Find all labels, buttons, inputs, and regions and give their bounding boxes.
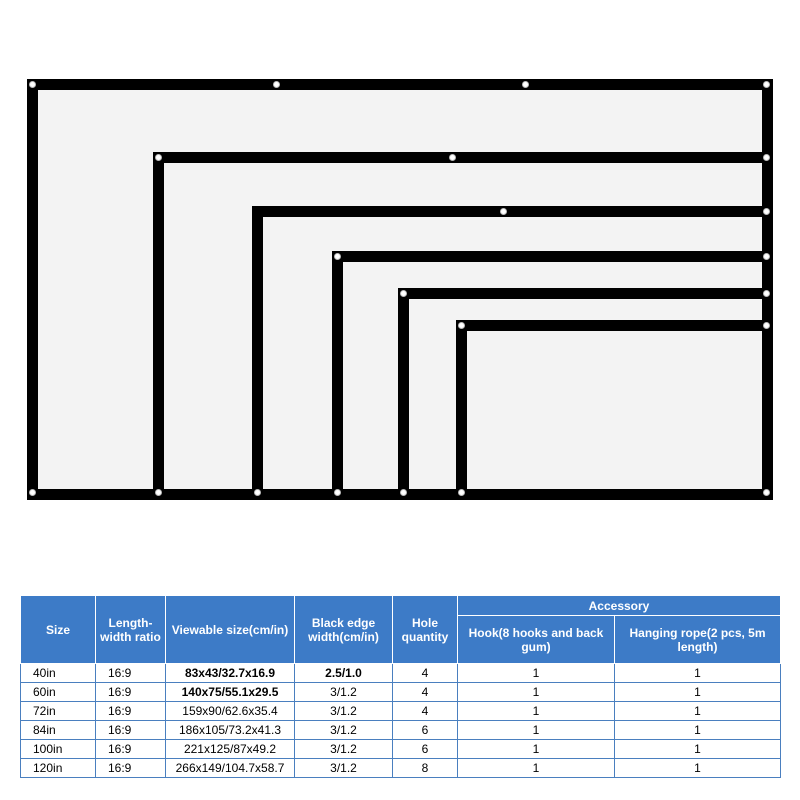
grommet-hole — [334, 489, 341, 496]
grommet-hole — [458, 322, 465, 329]
grommet-hole — [763, 253, 770, 260]
cell-holes: 6 — [393, 740, 458, 759]
header-holes: Hole quantity — [393, 596, 458, 664]
cell-hook: 1 — [458, 702, 615, 721]
grommet-hole — [763, 322, 770, 329]
grommet-hole — [155, 154, 162, 161]
cell-size: 40in — [21, 664, 96, 683]
cell-rope: 1 — [615, 664, 781, 683]
header-accessory: Accessory — [458, 596, 781, 616]
grommet-hole — [763, 489, 770, 496]
cell-size: 72in — [21, 702, 96, 721]
grommet-hole — [500, 208, 507, 215]
cell-rope: 1 — [615, 759, 781, 778]
cell-edge: 3/1.2 — [295, 740, 393, 759]
cell-holes: 6 — [393, 721, 458, 740]
grommet-hole — [400, 290, 407, 297]
spec-table — [20, 595, 781, 778]
cell-viewable: 221x125/87x49.2 — [166, 740, 295, 759]
cell-viewable: 159x90/62.6x35.4 — [166, 702, 295, 721]
screen-40in — [456, 320, 773, 500]
cell-rope: 1 — [615, 702, 781, 721]
cell-viewable: 186x105/73.2x41.3 — [166, 721, 295, 740]
grommet-hole — [763, 81, 770, 88]
cell-edge: 3/1.2 — [295, 759, 393, 778]
grommet-hole — [458, 489, 465, 496]
grommet-hole — [522, 81, 529, 88]
cell-holes: 8 — [393, 759, 458, 778]
grommet-hole — [29, 81, 36, 88]
cell-holes: 4 — [393, 702, 458, 721]
cell-viewable: 266x149/104.7x58.7 — [166, 759, 295, 778]
grommet-hole — [449, 154, 456, 161]
grommet-hole — [334, 253, 341, 260]
grommet-hole — [400, 489, 407, 496]
grommet-hole — [763, 154, 770, 161]
header-viewable: Viewable size(cm/in) — [166, 596, 295, 664]
cell-rope: 1 — [615, 740, 781, 759]
cell-edge: 3/1.2 — [295, 721, 393, 740]
table-row — [21, 664, 781, 683]
cell-edge: 3/1.2 — [295, 702, 393, 721]
cell-viewable: 83x43/32.7x16.9 — [166, 664, 295, 683]
grommet-hole — [254, 489, 261, 496]
cell-size: 100in — [21, 740, 96, 759]
table-row — [21, 721, 781, 740]
cell-size: 120in — [21, 759, 96, 778]
cell-holes: 4 — [393, 664, 458, 683]
cell-ratio: 16:9 — [96, 759, 166, 778]
grommet-hole — [155, 489, 162, 496]
cell-ratio: 16:9 — [96, 702, 166, 721]
cell-holes: 4 — [393, 683, 458, 702]
cell-viewable: 140x75/55.1x29.5 — [166, 683, 295, 702]
cell-hook: 1 — [458, 664, 615, 683]
cell-ratio: 16:9 — [96, 721, 166, 740]
header-size: Size — [21, 596, 96, 664]
cell-edge: 3/1.2 — [295, 683, 393, 702]
table-row — [21, 702, 781, 721]
cell-hook: 1 — [458, 740, 615, 759]
cell-hook: 1 — [458, 683, 615, 702]
header-ratio: Length-width ratio — [96, 596, 166, 664]
grommet-hole — [29, 489, 36, 496]
grommet-hole — [763, 208, 770, 215]
table-row — [21, 683, 781, 702]
header-rope: Hanging rope(2 pcs, 5m length) — [615, 616, 781, 664]
cell-edge: 2.5/1.0 — [295, 664, 393, 683]
cell-size: 60in — [21, 683, 96, 702]
header-hook: Hook(8 hooks and back gum) — [458, 616, 615, 664]
table-row — [21, 740, 781, 759]
cell-rope: 1 — [615, 683, 781, 702]
cell-ratio: 16:9 — [96, 683, 166, 702]
cell-ratio: 16:9 — [96, 740, 166, 759]
cell-ratio: 16:9 — [96, 664, 166, 683]
cell-hook: 1 — [458, 721, 615, 740]
table-row — [21, 759, 781, 778]
header-edge: Black edge width(cm/in) — [295, 596, 393, 664]
cell-rope: 1 — [615, 721, 781, 740]
grommet-hole — [763, 290, 770, 297]
cell-hook: 1 — [458, 759, 615, 778]
grommet-hole — [273, 81, 280, 88]
cell-size: 84in — [21, 721, 96, 740]
